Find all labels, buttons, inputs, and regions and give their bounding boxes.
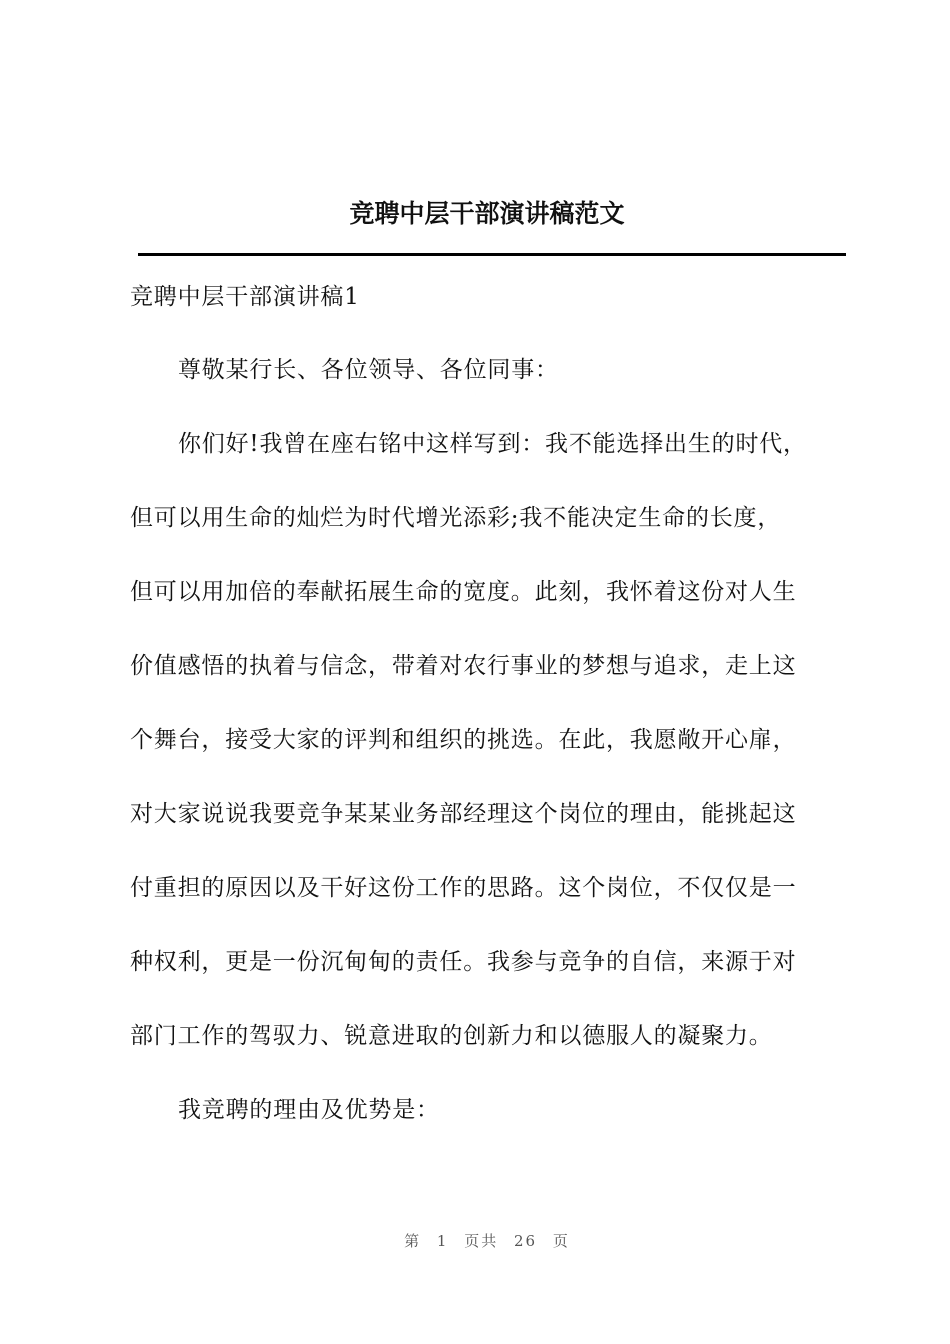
- paragraph-line: 价值感悟的执着与信念，带着对农行事业的梦想与追求，走上这: [130, 653, 797, 679]
- paragraph-line: 你们好!我曾在座右铭中这样写到：我不能选择出生的时代，: [178, 431, 807, 457]
- title-divider: [138, 253, 846, 256]
- paragraph-line: 但可以用生命的灿烂为时代增光添彩;我不能决定生命的长度，: [130, 505, 782, 531]
- closing-line: 我竞聘的理由及优势是：: [178, 1097, 440, 1123]
- salutation: 尊敬某行长、各位领导、各位同事：: [178, 357, 559, 383]
- paragraph-line: 付重担的原因以及干好这份工作的思路。这个岗位，不仅仅是一: [130, 875, 797, 901]
- paragraph-line: 对大家说说我要竞争某某业务部经理这个岗位的理由，能挑起这: [130, 801, 797, 827]
- paragraph-line: 个舞台，接受大家的评判和组织的挑选。在此，我愿敞开心扉，: [130, 727, 797, 753]
- document-title: 竞聘中层干部演讲稿范文: [349, 199, 625, 228]
- paragraph-line: 种权利，更是一份沉甸甸的责任。我参与竞争的自信，来源于对: [130, 949, 797, 975]
- paragraph-line: 但可以用加倍的奉献拓展生命的宽度。此刻，我怀着这份对人生: [130, 579, 797, 605]
- section-subtitle: 竞聘中层干部演讲稿1: [130, 284, 360, 310]
- paragraph-line: 部门工作的驾驭力、锐意进取的创新力和以德服人的凝聚力。: [130, 1023, 773, 1049]
- page-number-footer: 第 1 页共 26 页: [404, 1232, 570, 1250]
